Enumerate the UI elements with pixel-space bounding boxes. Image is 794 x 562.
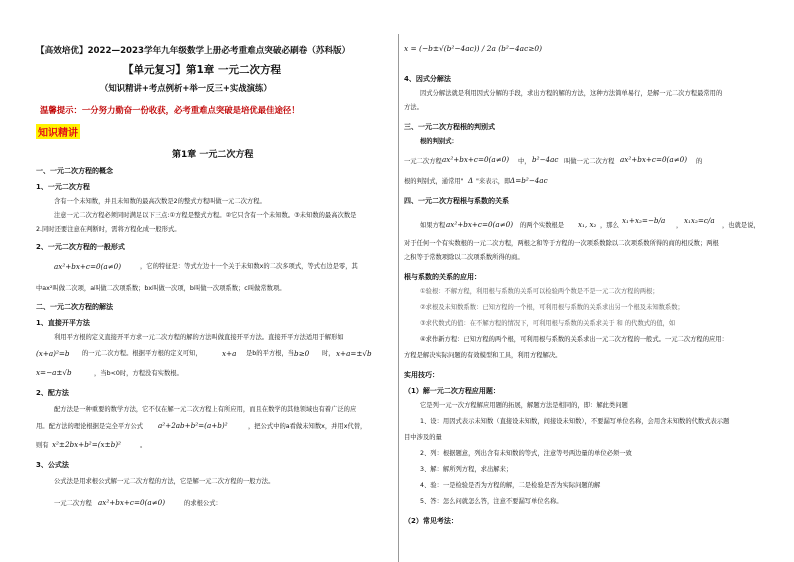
- heading-vieta: 四、一元二次方程根与系数的关系: [404, 197, 509, 205]
- paragraph: 的两个实数根是: [520, 222, 565, 229]
- paragraph: 配方法是一种重要的数学方法，它不仅在解一元二次方程上有所应用，而且在数学的其他领域也有着广泛的应: [54, 406, 357, 413]
- paragraph: 的一元二次方程。根据平方根的定义可知，: [82, 350, 202, 357]
- paragraph: 则有: [36, 442, 49, 449]
- section-tag: 知识精讲: [36, 124, 80, 139]
- heading-equation: 1、一元二次方程: [36, 183, 90, 191]
- equation: x₁+x₂=−b/a: [622, 216, 666, 225]
- heading-practical-tips: 实用技巧：: [404, 371, 439, 379]
- paragraph: ①验根：不解方程，利用根与系数的关系可以检验两个数是不是一元二次方程的两根；: [420, 288, 659, 295]
- paragraph: 中ax²叫做二次项，a叫做二次项系数；bx叫做一次项，b叫做一次项系数；c叫做常数项。: [36, 285, 286, 292]
- right-column: [400, 0, 794, 562]
- paragraph: ④求作新方程：已知方程的两个根，可利用根与系数的关系求出一元二次方程的一般式。一元二次方程的应用：: [420, 336, 728, 343]
- paragraph: ②求根及未知数系数：已知方程的一个根，可利用根与系数的关系求出另一个根及未知数系数；: [420, 304, 684, 311]
- tip-text: 温馨提示：一分努力勤奋一份收获，必考重难点突破是培优最佳途径！: [40, 105, 300, 115]
- paragraph: 含有一个未知数，并且未知数的最高次数是2的整式方程叫做一元二次方程。: [54, 198, 266, 205]
- equation: x+a=±√b: [336, 349, 372, 358]
- paragraph: 根的判别式：: [420, 138, 458, 145]
- equation: (x+a)²=b: [36, 349, 70, 358]
- equation: ax²+bx+c=0(a≠0): [98, 498, 166, 507]
- paragraph: 之积等于常数项除以二次项系数所得的商。: [404, 254, 524, 261]
- paragraph: 公式法是用求根公式解一元二次方程的方法，它是解一元二次方程的一般方法。: [54, 478, 275, 485]
- heading-vieta-applications: 根与系数的关系的应用：: [404, 273, 481, 281]
- paragraph: 对于任何一个有实数根的一元二次方程，两根之和等于方程的一次项系数除以二次项系数所得的商的相反数；两根: [404, 240, 719, 247]
- paragraph: ，: [676, 222, 683, 229]
- paragraph: 一元二次方程: [54, 500, 92, 507]
- document-title: 【高效培优】2022—2023学年九年级数学上册必考重难点突破必刷卷（苏科版）: [36, 46, 351, 56]
- paragraph: 用。配方法的理论根据是完全平方公式: [36, 423, 144, 430]
- equation: x₁x₂=c/a: [684, 216, 715, 225]
- column-divider: [398, 34, 399, 562]
- paragraph: 方法。: [404, 104, 423, 111]
- heading-formula: 3、公式法: [36, 461, 69, 469]
- paragraph: ，把公式中的a看做未知数x，并用x代替，: [248, 423, 367, 430]
- heading-discriminant: 三、一元二次方程根的判别式: [404, 123, 495, 131]
- paragraph: 是b的平方根，当: [246, 350, 295, 357]
- paragraph: 的: [696, 158, 703, 165]
- paragraph: ，当b<0时，方程没有实数根。: [94, 370, 183, 377]
- unit-title: 【单元复习】第1章 一元二次方程: [123, 64, 281, 76]
- unit-subtitle: （知识精讲+考点例析+举一反三+实战演练）: [100, 83, 272, 93]
- paragraph: 。: [140, 442, 147, 449]
- equation: b≥0: [294, 349, 310, 358]
- paragraph: 2.同时还要注意在判断时，需将方程化成一般形式。: [36, 226, 181, 233]
- equation: ax²+bx+c=0(a≠0): [54, 262, 122, 271]
- equation: ax²+bx+c=0(a≠0): [446, 220, 514, 229]
- paragraph: 4、验：一是检验是否为方程的解，二是检验是否为实际问题的解: [420, 482, 601, 489]
- equation: x₁, x₂: [578, 220, 597, 229]
- paragraph: 时，: [322, 350, 335, 357]
- heading-square-root: 1、直接开平方法: [36, 319, 90, 327]
- heading-concept: 一、一元二次方程的概念: [36, 167, 113, 175]
- paragraph: 2、列：根据题意，列出含有未知数的等式，注意等号两边量的单位必须一致: [420, 450, 632, 457]
- equation: ax²+bx+c=0(a≠0): [442, 155, 510, 164]
- paragraph: ③求代数式的值：在不解方程的情况下，可利用根与系数的关系求关于 和 的代数式的值，如: [420, 320, 676, 327]
- equation: b²−4ac: [532, 155, 559, 164]
- paragraph: 目中涉及的量: [404, 434, 442, 441]
- paragraph: 方程是解决实际问题的有效模型和工具，利用方程解决。: [404, 352, 562, 359]
- paragraph: "来表示，即: [476, 178, 511, 185]
- heading-completing-square: 2、配方法: [36, 389, 69, 397]
- paragraph: 一元二次方程: [404, 158, 442, 165]
- heading-general-form: 2、一元二次方程的一般形式: [36, 243, 125, 251]
- equation: a²+2ab+b²=(a+b)²: [158, 421, 228, 430]
- equation: Δ=b²−4ac: [510, 176, 548, 185]
- chapter-title: 第1章 一元二次方程: [172, 150, 254, 160]
- heading-solutions: 二、一元二次方程的解法: [36, 303, 113, 311]
- paragraph: 它是列一元一次方程解应用题的拓展，解题方法是相同的，即：解此类问题: [420, 402, 628, 409]
- paragraph: 注意一元二次方程必须同时满足以下三点:①方程是整式方程。②它只含有一个未知数。③未知数的最高次数是: [54, 212, 357, 219]
- paragraph: 根的判别式，通常用": [404, 178, 464, 185]
- paragraph: 的求根公式：: [184, 500, 222, 507]
- paragraph: 叫做一元二次方程: [564, 158, 615, 165]
- paragraph: 如果方程: [420, 222, 446, 229]
- equation: Δ: [468, 176, 474, 185]
- paragraph: ，也就是说，: [722, 222, 760, 229]
- paragraph: ，那么: [600, 222, 619, 229]
- heading-word-problems: （1）解一元二次方程应用题：: [404, 387, 500, 395]
- paragraph: 1、设：用因式表示未知数（直接设未知数，间接设未知数），不要漏写单位名称，会用含未知数的代数式表示题: [420, 418, 730, 425]
- equation: x²±2bx+b²=(x±b)²: [52, 440, 121, 449]
- paragraph: 5、答：怎么问就怎么答，注意不要漏写单位名称。: [420, 498, 563, 505]
- paragraph: 利用平方根的定义直接开平方求一元二次方程的解的方法叫做直接开平方法。直接开平方法适用于解形如: [54, 334, 344, 341]
- paragraph: 因式分解法就是利用因式分解的手段，求出方程的解的方法，这种方法简单易行，是解一元二次方程最常用的: [420, 90, 723, 97]
- heading-factoring: 4、因式分解法: [404, 75, 451, 83]
- equation: ax²+bx+c=0(a≠0): [620, 155, 688, 164]
- paragraph: 中，: [518, 158, 531, 165]
- paragraph: ，它的特征是：等式左边十一个关于未知数x的二次多项式，等式右边是零，其: [140, 263, 358, 270]
- heading-common-methods: （2）常见考法：: [404, 517, 458, 525]
- equation: x=−a±√b: [36, 368, 72, 377]
- equation: x+a: [222, 349, 237, 358]
- quadratic-formula: x = (−b±√(b²−4ac)) / 2a (b²−4ac≥0): [404, 44, 542, 53]
- paragraph: 3、解：解所列方程，求出解来；: [420, 466, 513, 473]
